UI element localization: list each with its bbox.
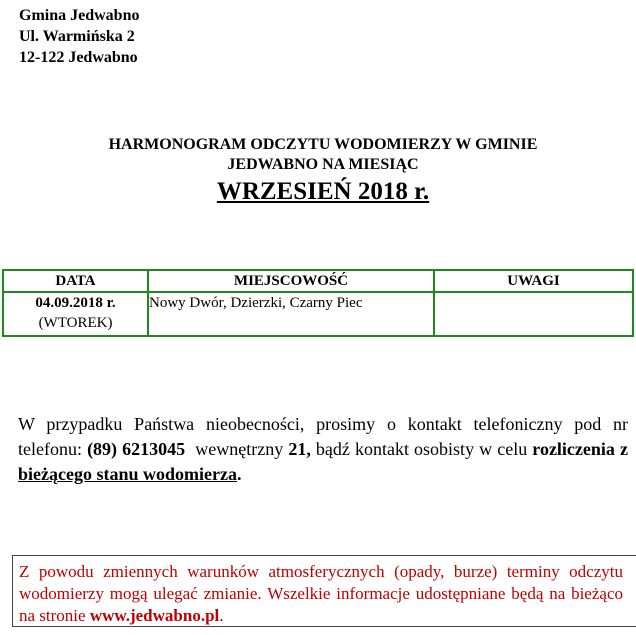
schedule-table — [2, 269, 634, 337]
document-title — [0, 135, 636, 209]
date-value: 04.09.2018 r. — [35, 295, 116, 311]
contact-bold: rozliczenia z — [532, 439, 628, 459]
phone-number: (89) 6213045 — [87, 439, 186, 459]
cell-date — [3, 292, 148, 336]
day-value: (WTOREK) — [38, 315, 113, 331]
title-month: WRZESIEŃ 2018 r. — [216, 178, 430, 205]
address-line: 12-122 Jedwabno — [19, 49, 138, 66]
notice-text: Z powodu zmiennych warunków atmosferycznych (opady, burze) terminy odczytu wodomierzy mogą ulegać zmianie. Wszelkie informacje udostępniane będą na bieżąco na stronie — [19, 562, 623, 625]
table-header-row — [3, 270, 633, 292]
address-line: Ul. Warmińska 2 — [19, 28, 135, 45]
website-link[interactable]: www.jedwabno.pl — [89, 606, 220, 625]
contact-paragraph — [18, 412, 628, 487]
extension-number: 21, — [288, 439, 311, 459]
contact-text: bądź kontakt osobisty w celu — [310, 439, 533, 459]
header-date: DATA — [3, 270, 148, 292]
notice-text: . — [219, 606, 224, 625]
cell-places: Nowy Dwór, Dzierzki, Czarny Piec — [148, 292, 434, 336]
address-block — [19, 5, 139, 68]
cell-notes — [434, 292, 633, 336]
table-row — [3, 292, 633, 336]
contact-text: W przypadku Państwa nieobecności, prosimy o kontakt telefoniczny pod nr telefonu: — [18, 414, 628, 459]
contact-bold: . — [236, 464, 242, 484]
contact-bold-underlined: bieżącego stanu wodomierza — [18, 464, 237, 484]
address-line: Gmina Jedwabno — [19, 7, 140, 24]
weather-notice — [12, 555, 636, 627]
header-place: MIEJSCOWOŚĆ — [148, 270, 434, 292]
title-line: HARMONOGRAM ODCZYTU WODOMIERZY W GMINIE — [108, 136, 538, 153]
title-line: JEDWABNO NA MIESIĄC — [227, 156, 419, 173]
header-notes: UWAGI — [434, 270, 633, 292]
contact-text: wewnętrzny — [185, 439, 289, 459]
